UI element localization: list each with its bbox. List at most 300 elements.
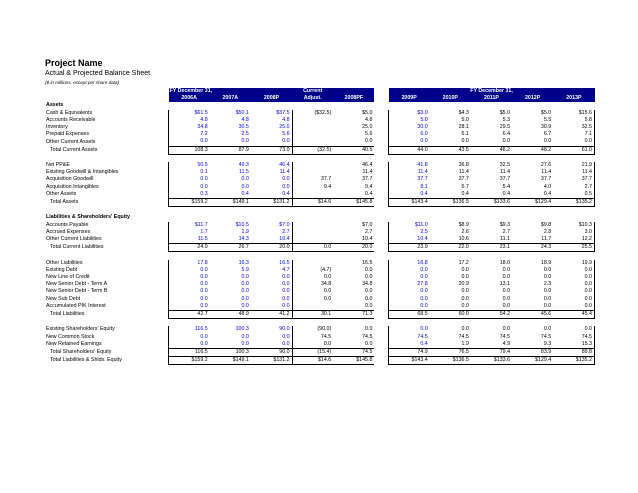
- cell-value: $149.1: [210, 199, 251, 207]
- cell-value: $143.4: [389, 357, 430, 365]
- cell-value: 16.8: [389, 260, 430, 267]
- cell-value: 0.0: [502, 302, 511, 309]
- cell-value: 37.7: [320, 176, 332, 183]
- cell-value: 89.8: [553, 349, 594, 357]
- units-note: ($ in millions, except per share data): [45, 80, 120, 85]
- row-label: Total Current Assets: [50, 146, 98, 153]
- total-row: [45, 349, 595, 357]
- cell-value: 25.5: [553, 244, 594, 252]
- cell-value: 11.7: [541, 236, 552, 243]
- row-label: Prepaid Expenses: [46, 131, 89, 138]
- cell-value: 0.0: [323, 295, 332, 302]
- cell-value: 0.0: [251, 341, 292, 349]
- cell-value: 83.9: [512, 349, 553, 357]
- cell-value: 0.0: [461, 138, 469, 145]
- header-row-years: [45, 95, 595, 102]
- cell-value: 0.0: [169, 281, 210, 288]
- cell-value: 0.4: [543, 190, 552, 197]
- header-year: 2008P: [251, 95, 292, 102]
- cell-value: 0.0: [389, 296, 430, 303]
- cell-value: 23.9: [389, 244, 430, 252]
- cell-value: 68.5: [389, 311, 430, 319]
- cell-value: 3.0: [553, 229, 594, 236]
- cell-value: $3.0: [389, 110, 430, 117]
- cell-value: $133.6: [471, 357, 512, 365]
- cell-value: 0.4: [389, 191, 430, 199]
- table-row: [45, 334, 595, 341]
- cell-value: 9.3: [543, 340, 552, 347]
- cell-value: 0.0: [323, 274, 332, 281]
- cell-value: 16.5: [362, 259, 373, 266]
- cell-value: 74.5: [499, 333, 511, 340]
- cell-value: [292, 138, 333, 146]
- cell-value: 0.0: [241, 138, 249, 145]
- cell-value: 16.5: [251, 260, 292, 267]
- cell-value: (15.4): [292, 349, 333, 357]
- cell-value: $50.1: [235, 109, 249, 116]
- cell-value: 36.8: [458, 162, 469, 169]
- cell-value: 73.0: [251, 146, 292, 154]
- cell-value: 0.0: [251, 334, 292, 341]
- cell-value: 0.0: [389, 303, 430, 311]
- cell-value: [292, 191, 333, 199]
- cell-value: 0.0: [553, 267, 594, 274]
- spacer-row: [45, 252, 595, 260]
- cell-value: 0.0: [169, 296, 210, 303]
- cell-value: 0.0: [241, 274, 249, 281]
- cell-value: (32.5): [292, 146, 333, 154]
- cell-value: 28.1: [458, 124, 469, 131]
- cell-value: 13.1: [499, 281, 511, 288]
- cell-value: 11.4: [553, 169, 594, 176]
- header-year: 2009P: [389, 95, 430, 102]
- cell-value: 76.5: [430, 349, 471, 357]
- cell-value: 87.9: [210, 146, 251, 154]
- cell-value: 9.4: [365, 183, 373, 190]
- cell-value: 0.3: [169, 191, 210, 199]
- cell-value: 2.6: [461, 228, 469, 235]
- cell-value: 0.0: [251, 176, 292, 183]
- cell-value: 21.9: [553, 162, 594, 169]
- table-row: [45, 260, 595, 267]
- page-subtitle: Actual & Projected Balance Sheet: [45, 70, 151, 77]
- cell-value: 2.5: [389, 229, 430, 236]
- cell-value: 0.0: [169, 274, 210, 281]
- cell-value: 37.7: [389, 176, 430, 183]
- cell-value: 0.0: [241, 302, 249, 309]
- cell-value: $15.6: [553, 110, 594, 117]
- cell-value: 0.0: [461, 288, 469, 295]
- cell-value: $5.0: [540, 109, 552, 116]
- cell-value: 11.5: [169, 236, 210, 244]
- spacer-row: [45, 319, 595, 327]
- cell-value: 5.8: [553, 117, 594, 124]
- cell-value: 2.7: [365, 228, 373, 235]
- header-row-groups: [45, 88, 595, 95]
- cell-value: 46.2: [471, 146, 512, 154]
- cell-value: 5.6: [365, 131, 373, 138]
- cell-value: 10.6: [458, 236, 469, 243]
- cell-value: 74.5: [333, 349, 374, 357]
- table-row: [45, 267, 595, 274]
- cell-value: $11.7: [169, 222, 210, 229]
- cell-value: 60.0: [430, 311, 471, 319]
- cell-value: 37.7: [458, 176, 469, 183]
- header-year: 2007A: [210, 95, 251, 102]
- row-label: Accounts Receivable: [46, 116, 96, 123]
- cell-value: 6.7: [461, 183, 469, 190]
- cell-value: 0.0: [553, 303, 594, 311]
- cell-value: 74.5: [553, 334, 594, 341]
- table-row: [45, 326, 595, 333]
- cell-value: 0.0: [461, 295, 469, 302]
- cell-value: 0.5: [553, 191, 594, 199]
- cell-value: 5.5: [543, 116, 552, 123]
- cell-value: 14.3: [238, 236, 249, 243]
- table-row: [45, 138, 595, 146]
- cell-value: 0.0: [553, 296, 594, 303]
- cell-value: 10.4: [251, 236, 292, 244]
- cell-value: 40.5: [333, 146, 374, 154]
- cell-value: 4.8: [365, 116, 373, 123]
- cell-value: 0.0: [553, 326, 594, 333]
- cell-value: 30.1: [292, 311, 333, 319]
- row-label: Acquisition Intangibles: [46, 183, 99, 190]
- row-label: Total Liabilities & Shlds. Equity: [50, 357, 122, 364]
- cell-value: [292, 260, 333, 267]
- cell-value: $133.6: [471, 199, 512, 207]
- total-row: [45, 244, 595, 252]
- row-label: Total Liabilities: [50, 311, 85, 318]
- cell-value: $5.0: [499, 109, 511, 116]
- cell-value: 6.1: [461, 131, 469, 138]
- cell-value: 5.9: [241, 266, 249, 273]
- row-label: New Line of Credit: [46, 274, 90, 281]
- cell-value: 27.6: [540, 162, 552, 169]
- cell-value: 0.0: [461, 302, 469, 309]
- cell-value: 43.5: [430, 146, 471, 154]
- cell-value: 108.3: [169, 146, 210, 154]
- cell-value: 4.9: [502, 340, 511, 347]
- cell-value: 0.0: [553, 281, 594, 288]
- cell-value: ($32.5): [314, 109, 332, 116]
- total-row: [45, 357, 595, 365]
- table-row: [45, 222, 595, 229]
- cell-value: $10.3: [553, 222, 594, 229]
- cell-value: $159.2: [169, 357, 210, 365]
- cell-value: 4.7: [251, 267, 292, 274]
- cell-value: $7.0: [362, 221, 373, 228]
- table-row: [45, 131, 595, 138]
- cell-value: $149.1: [210, 357, 251, 365]
- cell-value: 0.0: [389, 138, 430, 146]
- cell-value: 0.0: [169, 288, 210, 295]
- cell-value: 16.3: [238, 259, 249, 266]
- cell-value: 0.0: [169, 334, 210, 341]
- cell-value: 2.7: [553, 184, 594, 191]
- cell-value: [292, 229, 333, 236]
- cell-value: 74.5: [389, 334, 430, 341]
- cell-value: 0.0: [251, 274, 292, 281]
- table-row: [45, 162, 595, 169]
- cell-value: 0.0: [553, 288, 594, 295]
- cell-value: 1.7: [169, 229, 210, 236]
- spacer-row: [45, 207, 595, 215]
- table-row: [45, 229, 595, 236]
- cell-value: 46.4: [251, 162, 292, 169]
- cell-value: $37.5: [251, 110, 292, 117]
- row-label: Other Liabilities: [46, 259, 83, 266]
- row-label: New Common Stock: [46, 333, 95, 340]
- cell-value: 0.0: [251, 296, 292, 303]
- cell-value: 26.7: [210, 244, 251, 252]
- cell-value: 0.4: [502, 190, 511, 197]
- cell-value: 0.0: [543, 288, 552, 295]
- cell-value: 49.3: [238, 162, 249, 169]
- cell-value: 0.0: [251, 288, 292, 295]
- row-label: Inventory: [46, 124, 68, 131]
- cell-value: 11.4: [458, 169, 469, 176]
- cell-value: 0.4: [389, 341, 430, 349]
- cell-value: 0.0: [365, 288, 373, 295]
- table-row: [45, 117, 595, 124]
- cell-value: 0.0: [502, 295, 511, 302]
- cell-value: $159.2: [169, 199, 210, 207]
- cell-value: 54.2: [471, 311, 512, 319]
- table-row: [45, 176, 595, 183]
- cell-value: 0.0: [389, 274, 430, 281]
- cell-value: 6.4: [502, 131, 511, 138]
- cell-value: 0.0: [241, 288, 249, 295]
- cell-value: 0.4: [241, 190, 249, 197]
- cell-value: 11.4: [389, 169, 430, 176]
- cell-value: $9.3: [499, 221, 511, 228]
- cell-value: $143.4: [389, 199, 430, 207]
- cell-value: 18.9: [540, 259, 552, 266]
- cell-value: 17.2: [458, 259, 469, 266]
- cell-value: 90.0: [251, 349, 292, 357]
- row-label: Cash & Equivalents: [46, 109, 93, 116]
- cell-value: 25.0: [251, 124, 292, 131]
- cell-value: $5.0: [362, 109, 373, 116]
- cell-value: $145.8: [333, 199, 374, 207]
- section-header-row: [45, 102, 595, 109]
- total-row: [45, 199, 595, 207]
- cell-value: 6.0: [389, 131, 430, 138]
- row-label: Other Assets: [46, 191, 77, 198]
- cell-value: [292, 131, 333, 138]
- cell-value: 1.9: [461, 340, 469, 347]
- cell-value: 71.3: [333, 311, 374, 319]
- cell-value: $7.0: [251, 222, 292, 229]
- row-label: Other Current Assets: [46, 138, 96, 145]
- cell-value: 5.0: [461, 116, 469, 123]
- cell-value: 90.0: [251, 326, 292, 333]
- cell-value: 0.0: [241, 176, 249, 183]
- cell-value: 2.7: [502, 228, 511, 235]
- cell-value: 0.0: [543, 274, 552, 281]
- row-label: New Senior Debt - Term B: [46, 288, 108, 295]
- cell-value: $9.8: [540, 221, 552, 228]
- cell-value: 45.6: [512, 311, 553, 319]
- cell-value: [292, 169, 333, 176]
- cell-value: 0.0: [169, 341, 210, 349]
- cell-value: $8.9: [458, 221, 469, 228]
- cell-value: 0.0: [251, 184, 292, 191]
- cell-value: 2.3: [543, 281, 552, 288]
- table-row: [45, 169, 595, 176]
- cell-value: 0.0: [365, 302, 373, 309]
- cell-value: 0.0: [461, 326, 469, 333]
- cell-value: [292, 117, 333, 124]
- cell-value: 0.0: [543, 138, 552, 145]
- cell-value: $131.2: [251, 199, 292, 207]
- section-header-row: [45, 214, 595, 221]
- cell-value: 116.5: [169, 326, 210, 333]
- cell-value: 10.4: [389, 236, 430, 244]
- cell-value: 4.8: [251, 117, 292, 124]
- cell-value: 0.0: [365, 266, 373, 273]
- cell-value: 0.0: [502, 138, 511, 145]
- cell-value: 44.0: [389, 146, 430, 154]
- cell-value: 0.0: [365, 326, 373, 333]
- cell-value: 0.0: [251, 303, 292, 311]
- row-label: New Sub Debt: [46, 295, 81, 302]
- row-label: Total Current Liabilities: [50, 244, 104, 251]
- cell-value: 74.5: [540, 333, 552, 340]
- row-label: Accumulated PIK Interest: [46, 303, 106, 310]
- cell-value: 10.4: [362, 236, 373, 243]
- cell-value: 0.0: [169, 138, 210, 146]
- cell-value: $136.5: [430, 357, 471, 365]
- table-row: [45, 191, 595, 199]
- row-label: Existing Goodwill & Intangibles: [46, 169, 119, 176]
- table-row: [45, 274, 595, 281]
- cell-value: 11.4: [251, 169, 292, 176]
- table-row: [45, 303, 595, 311]
- row-label: Net PP&E: [46, 162, 70, 169]
- cell-value: 2.5: [241, 131, 249, 138]
- header-group-projected: FY December 31,: [389, 88, 595, 95]
- cell-value: 32.5: [499, 162, 511, 169]
- cell-value: 11.1: [500, 236, 511, 243]
- cell-value: 20.9: [458, 281, 469, 288]
- cell-value: 0.0: [241, 183, 249, 190]
- cell-value: 0.0: [323, 288, 332, 295]
- cell-value: 5.0: [389, 117, 430, 124]
- cell-value: 46.4: [362, 162, 373, 169]
- cell-value: $131.2: [251, 357, 292, 365]
- cell-value: 17.8: [169, 260, 210, 267]
- cell-value: 74.5: [458, 333, 469, 340]
- cell-value: 0.0: [543, 266, 552, 273]
- row-label: Accrued Expenses: [46, 228, 91, 235]
- cell-value: 0.0: [389, 288, 430, 295]
- table-row: [45, 124, 595, 131]
- cell-value: 48.2: [512, 146, 553, 154]
- header-year: 2006A: [169, 95, 210, 102]
- cell-value: 0.0: [241, 333, 249, 340]
- cell-value: 48.9: [210, 311, 251, 319]
- cell-value: $10.5: [235, 221, 249, 228]
- total-row: [45, 311, 595, 319]
- cell-value: 0.0: [241, 295, 249, 302]
- cell-value: $11.0: [389, 222, 430, 229]
- cell-value: 15.3: [553, 341, 594, 349]
- cell-value: 0.0: [461, 266, 469, 273]
- cell-value: $135.2: [553, 357, 594, 365]
- cell-value: 0.0: [241, 281, 249, 288]
- cell-value: 74.5: [362, 333, 373, 340]
- cell-value: $135.2: [553, 199, 594, 207]
- cell-value: $129.4: [512, 357, 553, 365]
- cell-value: 0.0: [169, 267, 210, 274]
- cell-value: 74.5: [320, 333, 332, 340]
- cell-value: 0.0: [169, 184, 210, 191]
- cell-value: 0.0: [389, 267, 430, 274]
- cell-value: 4.8: [169, 117, 210, 124]
- cell-value: 32.5: [553, 124, 594, 131]
- row-label: Other Current Liabilities: [46, 236, 102, 243]
- cell-value: 5.6: [251, 131, 292, 138]
- cell-value: 61.0: [553, 146, 594, 154]
- total-row: [45, 146, 595, 154]
- cell-value: (90.0): [317, 326, 332, 333]
- cell-value: 7.2: [169, 131, 210, 138]
- cell-value: 20.0: [251, 244, 292, 252]
- cell-value: 7.1: [553, 131, 594, 138]
- cell-value: 0.4: [461, 190, 469, 197]
- table-row: [45, 110, 595, 117]
- row-label: Accounts Payable: [46, 221, 89, 228]
- header-group-historical: FY December 31,: [169, 88, 293, 95]
- table-row: [45, 288, 595, 295]
- cell-value: 100.3: [210, 349, 251, 357]
- header-year: 2012P: [512, 95, 553, 102]
- cell-value: $145.8: [333, 357, 374, 365]
- cell-value: 0.4: [251, 191, 292, 199]
- cell-value: 0.0: [365, 274, 373, 281]
- cell-value: 50.5: [169, 162, 210, 169]
- cell-value: 24.3: [512, 244, 553, 252]
- cell-value: 5.4: [502, 183, 511, 190]
- cell-value: 0.0: [461, 274, 469, 281]
- cell-value: 27.8: [389, 281, 430, 288]
- header-year: 2008PF: [333, 95, 374, 102]
- cell-value: 0.0: [502, 288, 511, 295]
- header-current: Current: [292, 88, 333, 95]
- cell-value: 0.0: [502, 274, 511, 281]
- cell-value: 0.0: [389, 326, 430, 333]
- page-title: Project Name: [45, 58, 103, 68]
- cell-value: 29.5: [499, 124, 511, 131]
- cell-value: 45.4: [553, 311, 594, 319]
- cell-value: 34.8: [169, 124, 210, 131]
- cell-value: 0.0: [241, 340, 249, 347]
- cell-value: (4.7): [320, 266, 332, 273]
- cell-value: 30.5: [238, 124, 249, 131]
- row-label: New Senior Debt - Term A: [46, 281, 108, 288]
- cell-value: 0.0: [292, 244, 333, 252]
- cell-value: 0.1: [169, 169, 210, 176]
- row-label: Total Shareholders' Equity: [50, 349, 112, 356]
- cell-value: $129.4: [512, 199, 553, 207]
- cell-value: 0.0: [365, 138, 373, 145]
- cell-value: 9.4: [323, 183, 332, 190]
- cell-value: 0.0: [251, 138, 292, 146]
- row-label: Assets: [46, 102, 64, 109]
- cell-value: 0.0: [169, 176, 210, 183]
